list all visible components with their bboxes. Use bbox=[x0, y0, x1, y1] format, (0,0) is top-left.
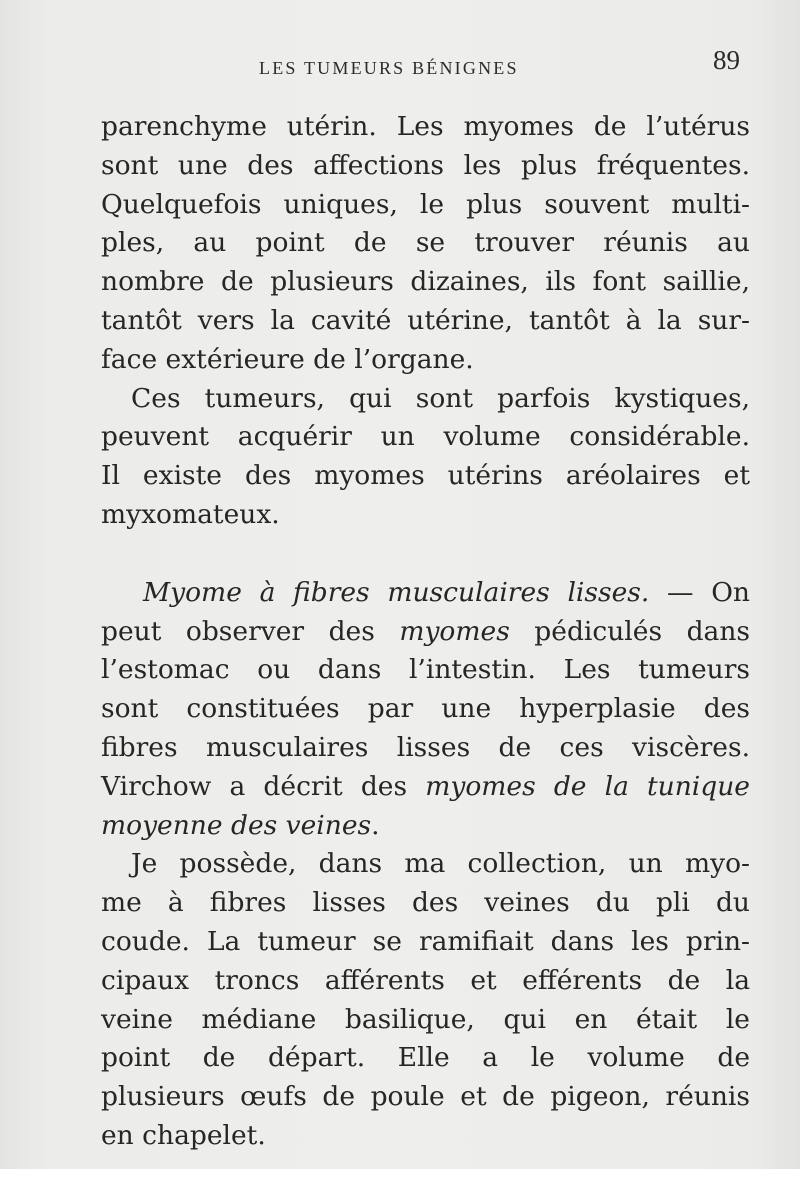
italic-term: myomes bbox=[399, 615, 510, 647]
text-line: l’estomac ou dans l’intestin. Les tumeurs bbox=[101, 654, 750, 686]
text-line: me à fibres lisses des veines du pli du bbox=[101, 887, 750, 919]
text-line: parenchyme utérin. Les myomes de l’utérus bbox=[101, 111, 750, 142]
text-line: sont constituées par une hyperplasie des bbox=[101, 693, 750, 725]
paragraph-uterine-myomas bbox=[101, 108, 750, 380]
text-run: . bbox=[371, 809, 380, 841]
text-line bbox=[101, 807, 750, 846]
text-line: myxomateux. bbox=[101, 498, 280, 530]
text-line: sont une des affections les plus fréquentes. bbox=[101, 149, 750, 181]
text-line: Je possède, dans ma collection, un myo- bbox=[131, 848, 750, 880]
text-run: peut observer des bbox=[101, 615, 400, 647]
italic-term: moyenne des veines bbox=[101, 809, 372, 841]
text-line: point de départ. Elle a le volume de bbox=[101, 1042, 750, 1074]
section-heading: Myome à fibres musculaires lisses. bbox=[143, 576, 650, 608]
text-line: peuvent acquérir un volume considérable. bbox=[101, 421, 750, 453]
page-number: 89 bbox=[713, 45, 740, 75]
text-line: Quelquefois uniques, le plus souvent multi- bbox=[101, 188, 750, 220]
text-line: Ces tumeurs, qui sont parfois kystiques, bbox=[131, 382, 750, 414]
body-text bbox=[101, 108, 750, 1156]
text-line: en chapelet. bbox=[101, 1119, 266, 1151]
text-line: Il existe des myomes utérins aréolaires et bbox=[101, 460, 750, 492]
italic-term: myomes de la tunique bbox=[425, 770, 750, 802]
text-line: nombre de plusieurs dizaines, ils font saillie, bbox=[101, 266, 750, 298]
paragraph-gap bbox=[101, 535, 750, 574]
text-line: cipaux troncs afférents et efférents de la bbox=[101, 964, 750, 996]
heading-dash: — On bbox=[667, 576, 750, 608]
text-line: plusieurs œufs de poule et de pigeon, réunis bbox=[101, 1081, 750, 1113]
text-line bbox=[101, 768, 750, 807]
text-run: pédiculés dans bbox=[509, 615, 750, 647]
section-smooth-muscle-myoma bbox=[101, 574, 750, 846]
text-line: ples, au point de se trouver réunis au bbox=[101, 227, 750, 259]
text-line: face extérieure de l’organe. bbox=[101, 343, 474, 375]
section-heading-line bbox=[101, 574, 750, 613]
text-line: coude. La tumeur se ramifiait dans les prin- bbox=[101, 925, 750, 957]
text-line: tantôt vers la cavité utérine, tantôt à la sur- bbox=[101, 304, 750, 336]
text-line: fibres musculaires lisses de ces viscères. bbox=[101, 731, 750, 763]
paragraph-vein-myoma bbox=[101, 845, 750, 1155]
text-line bbox=[101, 613, 750, 652]
running-head: LES TUMEURS BÉNIGNES bbox=[259, 58, 519, 78]
text-line: veine médiane basilique, qui en était le bbox=[101, 1003, 750, 1035]
text-run: Virchow a décrit des bbox=[101, 770, 426, 802]
paragraph-cystic-tumors bbox=[101, 380, 750, 535]
